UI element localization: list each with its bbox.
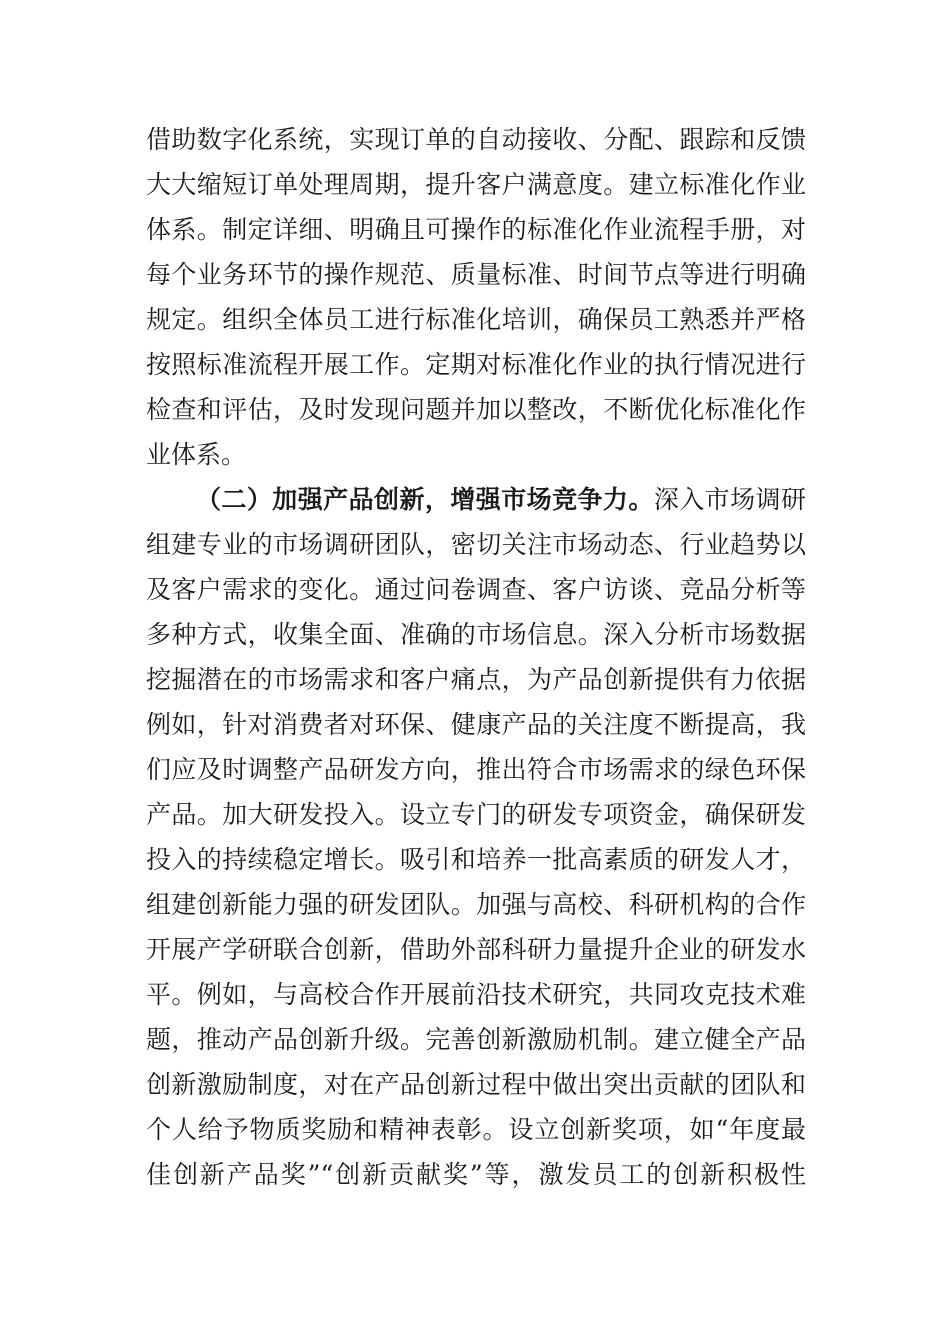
heading-line-text: 深入市场调研 xyxy=(653,485,806,514)
section-heading-line xyxy=(196,478,806,522)
text-line: 题，推动产品创新升级。完善创新激励机制。建立健全产品 xyxy=(146,1025,806,1054)
text-line: 佳创新产品奖”“创新贡献奖”等，激发员工的创新积极性 xyxy=(146,1160,806,1189)
text-line: 个人给予物质奖励和精神表彰。设立创新奖项，如“年度最 xyxy=(146,1115,806,1144)
text-line: 检查和评估，及时发现问题并加以整改，不断优化标准化作 xyxy=(146,395,806,424)
text-line: 产品。加大研发投入。设立专门的研发专项资金，确保研发 xyxy=(146,800,806,829)
text-line: 创新激励制度，对在产品创新过程中做出突出贡献的团队和 xyxy=(146,1070,806,1099)
text-line: 及客户需求的变化。通过问卷调查、客户访谈、竞品分析等 xyxy=(146,575,806,604)
text-line: 多种方式，收集全面、准确的市场信息。深入分析市场数据 xyxy=(146,620,806,649)
text-line: 组建专业的市场调研团队，密切关注市场动态、行业趋势以 xyxy=(146,530,806,559)
text-line: 组建创新能力强的研发团队。加强与高校、科研机构的合作 xyxy=(146,890,806,919)
text-line: 大大缩短订单处理周期，提升客户满意度。建立标准化作业 xyxy=(146,170,806,199)
text-line: 平。例如，与高校合作开展前沿技术研究，共同攻克技术难 xyxy=(146,980,806,1009)
text-line: 体系。制定详细、明确且可操作的标准化作业流程手册，对 xyxy=(146,215,806,244)
text-line: 规定。组织全体员工进行标准化培训，确保员工熟悉并严格 xyxy=(146,305,806,334)
text-line: 投入的持续稳定增长。吸引和培养一批高素质的研发人才， xyxy=(146,845,806,874)
text-line: 借助数字化系统，实现订单的自动接收、分配、跟踪和反馈 xyxy=(146,125,806,154)
text-line: 每个业务环节的操作规范、质量标准、时间节点等进行明确 xyxy=(146,260,806,289)
text-line: 们应及时调整产品研发方向，推出符合市场需求的绿色环保 xyxy=(146,755,806,784)
text-line: 按照标准流程开展工作。定期对标准化作业的执行情况进行 xyxy=(146,350,806,379)
section-heading: （二）加强产品创新，增强市场竞争力。 xyxy=(196,485,654,514)
text-line: 开展产学研联合创新，借助外部科研力量提升企业的研发水 xyxy=(146,935,806,964)
text-line: 例如，针对消费者对环保、健康产品的关注度不断提高，我 xyxy=(146,710,806,739)
text-line: 挖掘潜在的市场需求和客户痛点，为产品创新提供有力依据 xyxy=(146,665,806,694)
text-line: 业体系。 xyxy=(146,440,247,469)
